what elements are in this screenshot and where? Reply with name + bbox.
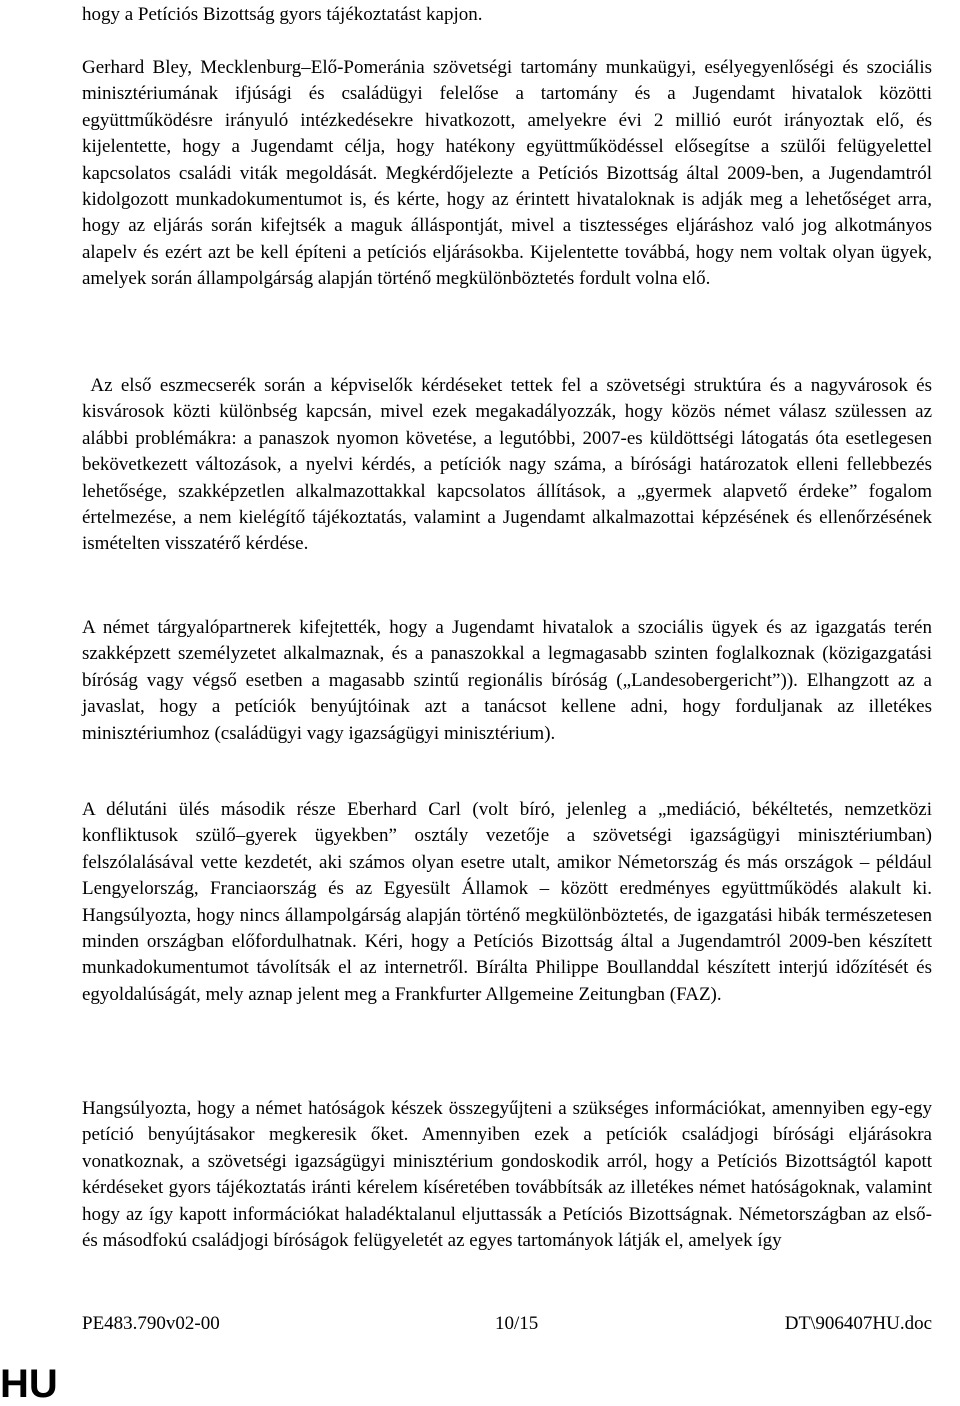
paragraph-5: Hangsúlyozta, hogy a német hatóságok készek összegyűjteni a szükséges információkat, amennyiben egy-egy petíció benyújtásakor megkeresik őket. Amennyiben ezek a petíciók családjogi bírósági eljárásokra vonatkoznak, a szövetségi igazságügyi minisztérium gondoskodik arról, hogy a Petíciós Bizottságtól kapott kérdéseket gyors tájékoztatás iránti kérelem kíséretében továbbítsák az illetékes német hatóságoknak, valamint hogy az így kapott információkat haladéktalanul eljuttassák a Petíciós Bizottságnak. Németországban az első- és másodfokú családjogi bíróságok felügyeletét az egyes tartományok látják el, amelyek így [82,1098,932,1252]
paragraph-3: A német tárgyalópartnerek kifejtették, hogy a Jugendamt hivatalok a szociális ügyek és az igazgatás terén szakképzett személyzetet alkalmaznak, és a panaszokkal a legmagasabb szinten foglalkoznak (közigazgatási bíróság vagy végső esetben a magasabb szintű regionális bíróság („Landesobergericht”)). Elhangzott az a javaslat, hogy a petíciók benyújtóinak azt a tanácsot kellene adni, hogy forduljanak az illetékes minisztériumhoz (családügyi vagy igazságügyi minisztérium). [82,617,932,744]
paragraph-4: A délutáni ülés második része Eberhard Carl (volt bíró, jelenleg a „mediáció, békéltetés, nemzetközi konfliktusok szülő–gyerek ügyekben” osztály vezetője a szövetségi igazságügyi minisztériumban) felszólalásával vette kezdetét, aki számos olyan esetre utalt, amikor Németország és más országok – például Lengyelország, Franciaország és az Egyesült Államok – között eredményes együttműködés alakult ki. Hangsúlyozta, hogy nincs állampolgárság alapján történő megkülönböztetés, de igazgatási hibák természetesen minden országban előfordulhatnak. Kéri, hogy a Petíciós Bizottság által a Jugendamtról 2009-ben készített munkadokumentumot távolítsák el az internetről. Bírálta Philippe Boullanddal készített interjú időzítését és egyoldalúságát, mely aznap jelent meg a Frankfurter Allgemeine Zeitungban (FAZ). [82,799,932,1005]
document-reference: PE483.790v02-00 [82,1313,220,1334]
language-code: HU [0,1362,58,1406]
file-name: DT\906407HU.doc [784,1313,932,1334]
paragraph-2: Az első eszmecserék során a képviselők kérdéseket tettek fel a szövetségi struktúra és a nagyvárosok és kisvárosok közti különbség kapcsán, mivel ezek megakadályozzák, hogy közös német válasz szülessen az alábbi problémákra: a panaszok nyomon követése, a legutóbbi, 2007-es küldöttségi látogatás óta esetlegesen bekövetkezett változások, a nyelvi kérdés, a petíciók nagy száma, a bírósági határozatok elleni fellebbezés lehetősége, szakképzetlen alkalmazottakkal kapcsolatos állítások, a „gyermek alapvető érdeke” fogalom értelmezése, a nem kielégítő tájékoztatás, valamint a Jugendamt alkalmazottai képzésének és ellenőrzésének ismételten visszatérő kérdése. [82,375,937,555]
continuation-line: hogy a Petíciós Bizottság gyors tájékoztatást kapjon. [82,4,483,25]
page-footer [82,1313,932,1339]
page-number: 10/15 [495,1313,539,1334]
paragraph-1: Gerhard Bley, Mecklenburg–Elő-Pomeránia szövetségi tartomány munkaügyi, esélyegyenlőségi és szociális minisztériumának ifjúsági és családügyi felelőse a tartomány és a Jugendamt hivatalok közötti együttműködésre irányuló intézkedésekre hivatkozott, amelyekre évi 2 millió eurót irányoztak elő, és kijelentette, hogy a Jugendamt célja, hogy hatékony együttműködéssel elősegítse a szülői felügyelettel kapcsolatos családi viták megoldását. Megkérdőjelezte a Petíciós Bizottság által 2009-ben, a Jugendamtról kidolgozott munkadokumentumot is, és kérte, hogy az érintett hivataloknak is adják meg a lehetőséget arra, hogy az eljárás során kifejtsék a maguk álláspontját, mivel a tisztességes eljáráshoz való jog alkotmányos alapelv és ezért azt be kell építeni a petíciós eljárásokba. Kijelentette továbbá, hogy nem voltak olyan ügyek, amelyek során állampolgárság alapján történő megkülönböztetés fordult volna elő. [82,57,932,290]
